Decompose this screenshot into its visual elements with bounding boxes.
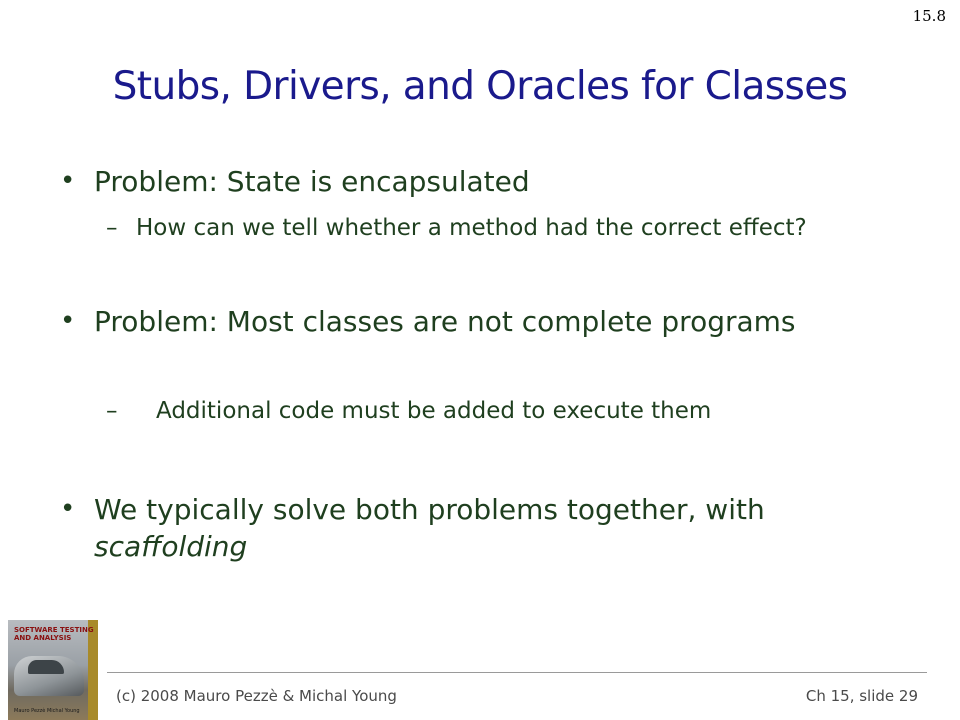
sub-bullet-item bbox=[106, 396, 906, 427]
sub-bullet-text: Additional code must be added to execute them bbox=[156, 398, 712, 424]
bullet-text: We typically solve both problems together, with bbox=[94, 493, 765, 526]
bullet-marker: • bbox=[60, 166, 76, 196]
bullet-item bbox=[58, 491, 918, 565]
sub-bullet-marker: – bbox=[106, 398, 118, 424]
book-title: SOFTWARE TESTING AND ANALYSIS bbox=[14, 626, 94, 642]
car-window bbox=[28, 660, 64, 674]
book-authors: Mauro Pezzè Michal Young bbox=[14, 708, 80, 714]
footer-slide-ref: Ch 15, slide 29 bbox=[805, 687, 918, 705]
bullet-text: Problem: Most classes are not complete programs bbox=[94, 305, 796, 338]
sub-bullet-item bbox=[106, 213, 906, 244]
emphasis-text: scaffolding bbox=[94, 530, 248, 563]
bullet-text: Problem: State is encapsulated bbox=[94, 165, 530, 198]
bullet-marker: • bbox=[60, 306, 76, 336]
footer-divider bbox=[107, 672, 927, 673]
bullet-item bbox=[58, 163, 918, 200]
slide-number: 15.8 bbox=[912, 7, 946, 25]
sub-bullet-text: How can we tell whether a method had the correct effect? bbox=[136, 215, 807, 241]
bullet-item bbox=[58, 303, 918, 340]
book-cover-image bbox=[8, 620, 98, 720]
sub-bullet-marker: – bbox=[106, 215, 118, 241]
footer-copyright: (c) 2008 Mauro Pezzè & Michal Young bbox=[116, 687, 397, 705]
slide-title: Stubs, Drivers, and Oracles for Classes bbox=[112, 64, 848, 109]
bullet-marker: • bbox=[60, 494, 76, 524]
